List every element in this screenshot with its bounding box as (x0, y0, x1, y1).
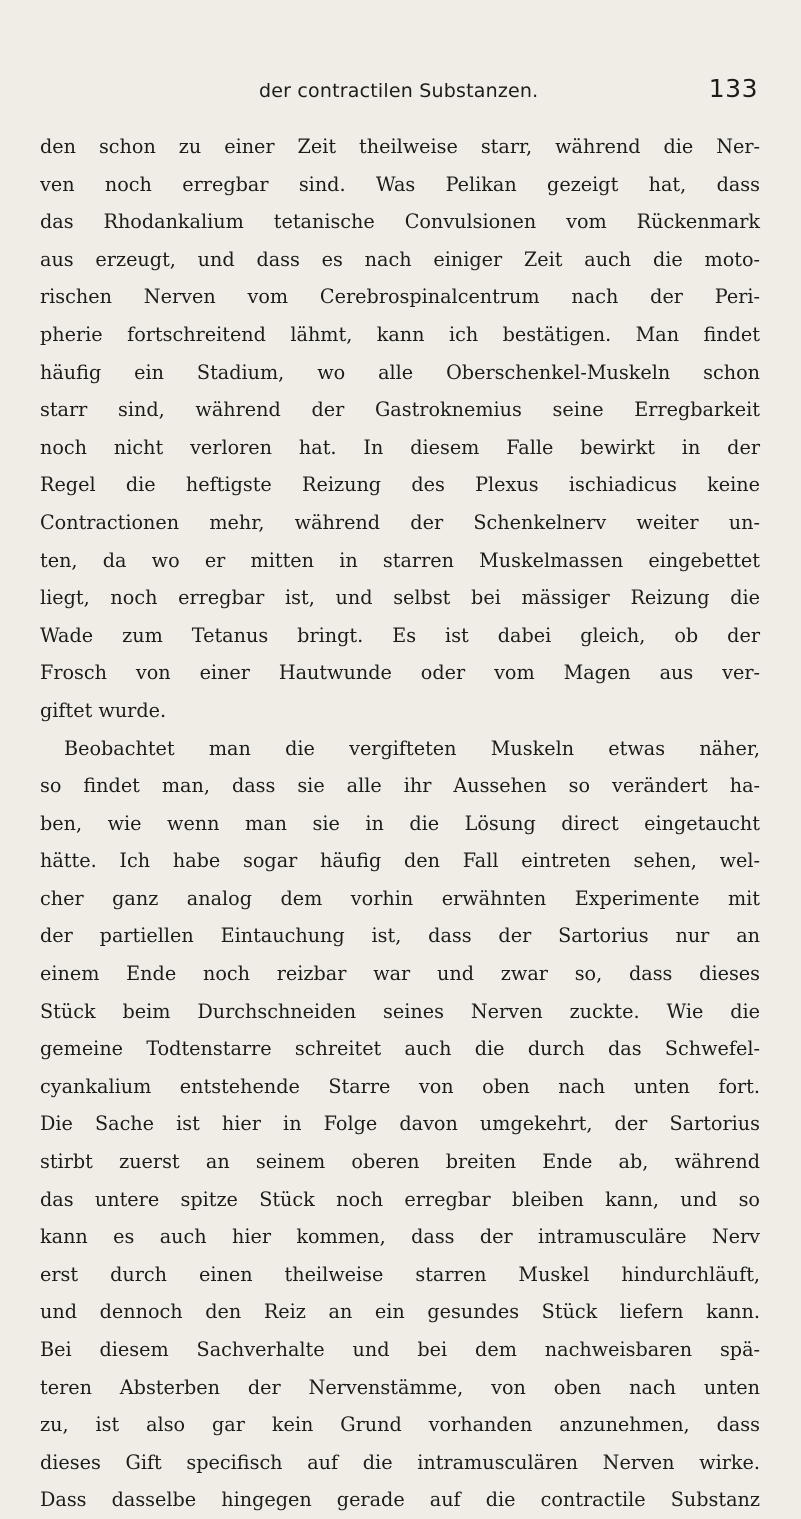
text-line: cyankalium entstehende Starre von oben nach unten fort. (40, 1074, 760, 1098)
text-line: starr sind, während der Gastroknemius seine Erregbarkeit (40, 398, 760, 422)
text-line: stirbt zuerst an seinem oberen breiten Ende ab, während (40, 1150, 760, 1174)
text-line: den schon zu einer Zeit theilweise starr, während die Ner- (40, 135, 760, 158)
text-line: Dass dasselbe hingegen gerade auf die contractile Substanz (40, 1488, 760, 1512)
text-line: giftet wurde. (40, 698, 167, 722)
text-line: kann es auch hier kommen, dass der intramusculäre Nerv (40, 1225, 760, 1249)
text-line: Beobachtet man die vergifteten Muskeln etwas näher, (64, 736, 760, 760)
text-line: hätte. Ich habe sogar häufig den Fall eintreten sehen, wel- (40, 849, 760, 873)
text-line: und dennoch den Reiz an ein gesundes Stück liefern kann. (40, 1300, 760, 1324)
text-line: Wade zum Tetanus bringt. Es ist dabei gleich, ob der (40, 623, 760, 647)
text-line: ven noch erregbar sind. Was Pelikan gezeigt hat, dass (40, 172, 760, 196)
text-line: erst durch einen theilweise starren Muskel hindurchläuft, (40, 1262, 760, 1286)
text-line: zu, ist also gar kein Grund vorhanden anzunehmen, dass (40, 1413, 760, 1437)
text-line: Stück beim Durchschneiden seines Nerven zuckte. Wie die (40, 999, 760, 1023)
text-line: cher ganz analog dem vorhin erwähnten Experimente mit (40, 886, 760, 910)
text-line: Frosch von einer Hautwunde oder vom Magen aus ver- (40, 661, 760, 685)
text-line: rischen Nerven vom Cerebrospinalcentrum nach der Peri- (40, 285, 760, 309)
text-line: teren Absterben der Nervenstämme, von oben nach unten (40, 1375, 760, 1399)
page-header (40, 74, 760, 114)
text-line: einem Ende noch reizbar war und zwar so, dass dieses (40, 962, 760, 986)
text-line: Contractionen mehr, während der Schenkelnerv weiter un- (40, 510, 760, 534)
running-title: der contractilen Substanzen. (259, 80, 539, 102)
text-line: ten, da wo er mitten in starren Muskelmassen eingebettet (40, 548, 760, 572)
body-text (40, 128, 760, 1519)
text-line: Regel die heftigste Reizung des Plexus ischiadicus keine (40, 473, 760, 497)
paragraph-2 (40, 730, 760, 1519)
text-line: Bei diesem Sachverhalte und bei dem nachweisbaren spä- (40, 1338, 760, 1361)
text-line: Die Sache ist hier in Folge davon umgekehrt, der Sartorius (40, 1112, 760, 1136)
text-line: häufig ein Stadium, wo alle Oberschenkel-Muskeln schon (40, 360, 760, 384)
text-line: das untere spitze Stück noch erregbar bleiben kann, und so (40, 1187, 760, 1211)
text-line: gemeine Todtenstarre schreitet auch die durch das Schwefel- (40, 1037, 760, 1061)
text-line: pherie fortschreitend lähmt, kann ich bestätigen. Man findet (40, 322, 760, 346)
page-number: 133 (708, 74, 758, 103)
text-line: ben, wie wenn man sie in die Lösung direct eingetaucht (40, 811, 760, 835)
text-line: liegt, noch erregbar ist, und selbst bei mässiger Reizung die (40, 586, 760, 610)
text-line: noch nicht verloren hat. In diesem Falle bewirkt in der (40, 435, 760, 459)
text-line: aus erzeugt, und dass es nach einiger Zeit auch die moto- (40, 247, 760, 271)
text-line: der partiellen Eintauchung ist, dass der Sartorius nur an (40, 924, 760, 948)
text-line: so findet man, dass sie alle ihr Aussehen so verändert ha- (40, 774, 760, 798)
text-line: dieses Gift specifisch auf die intramusculären Nerven wirke. (40, 1450, 760, 1474)
text-line: das Rhodankalium tetanische Convulsionen vom Rückenmark (40, 210, 760, 234)
paragraph-1 (40, 128, 760, 730)
